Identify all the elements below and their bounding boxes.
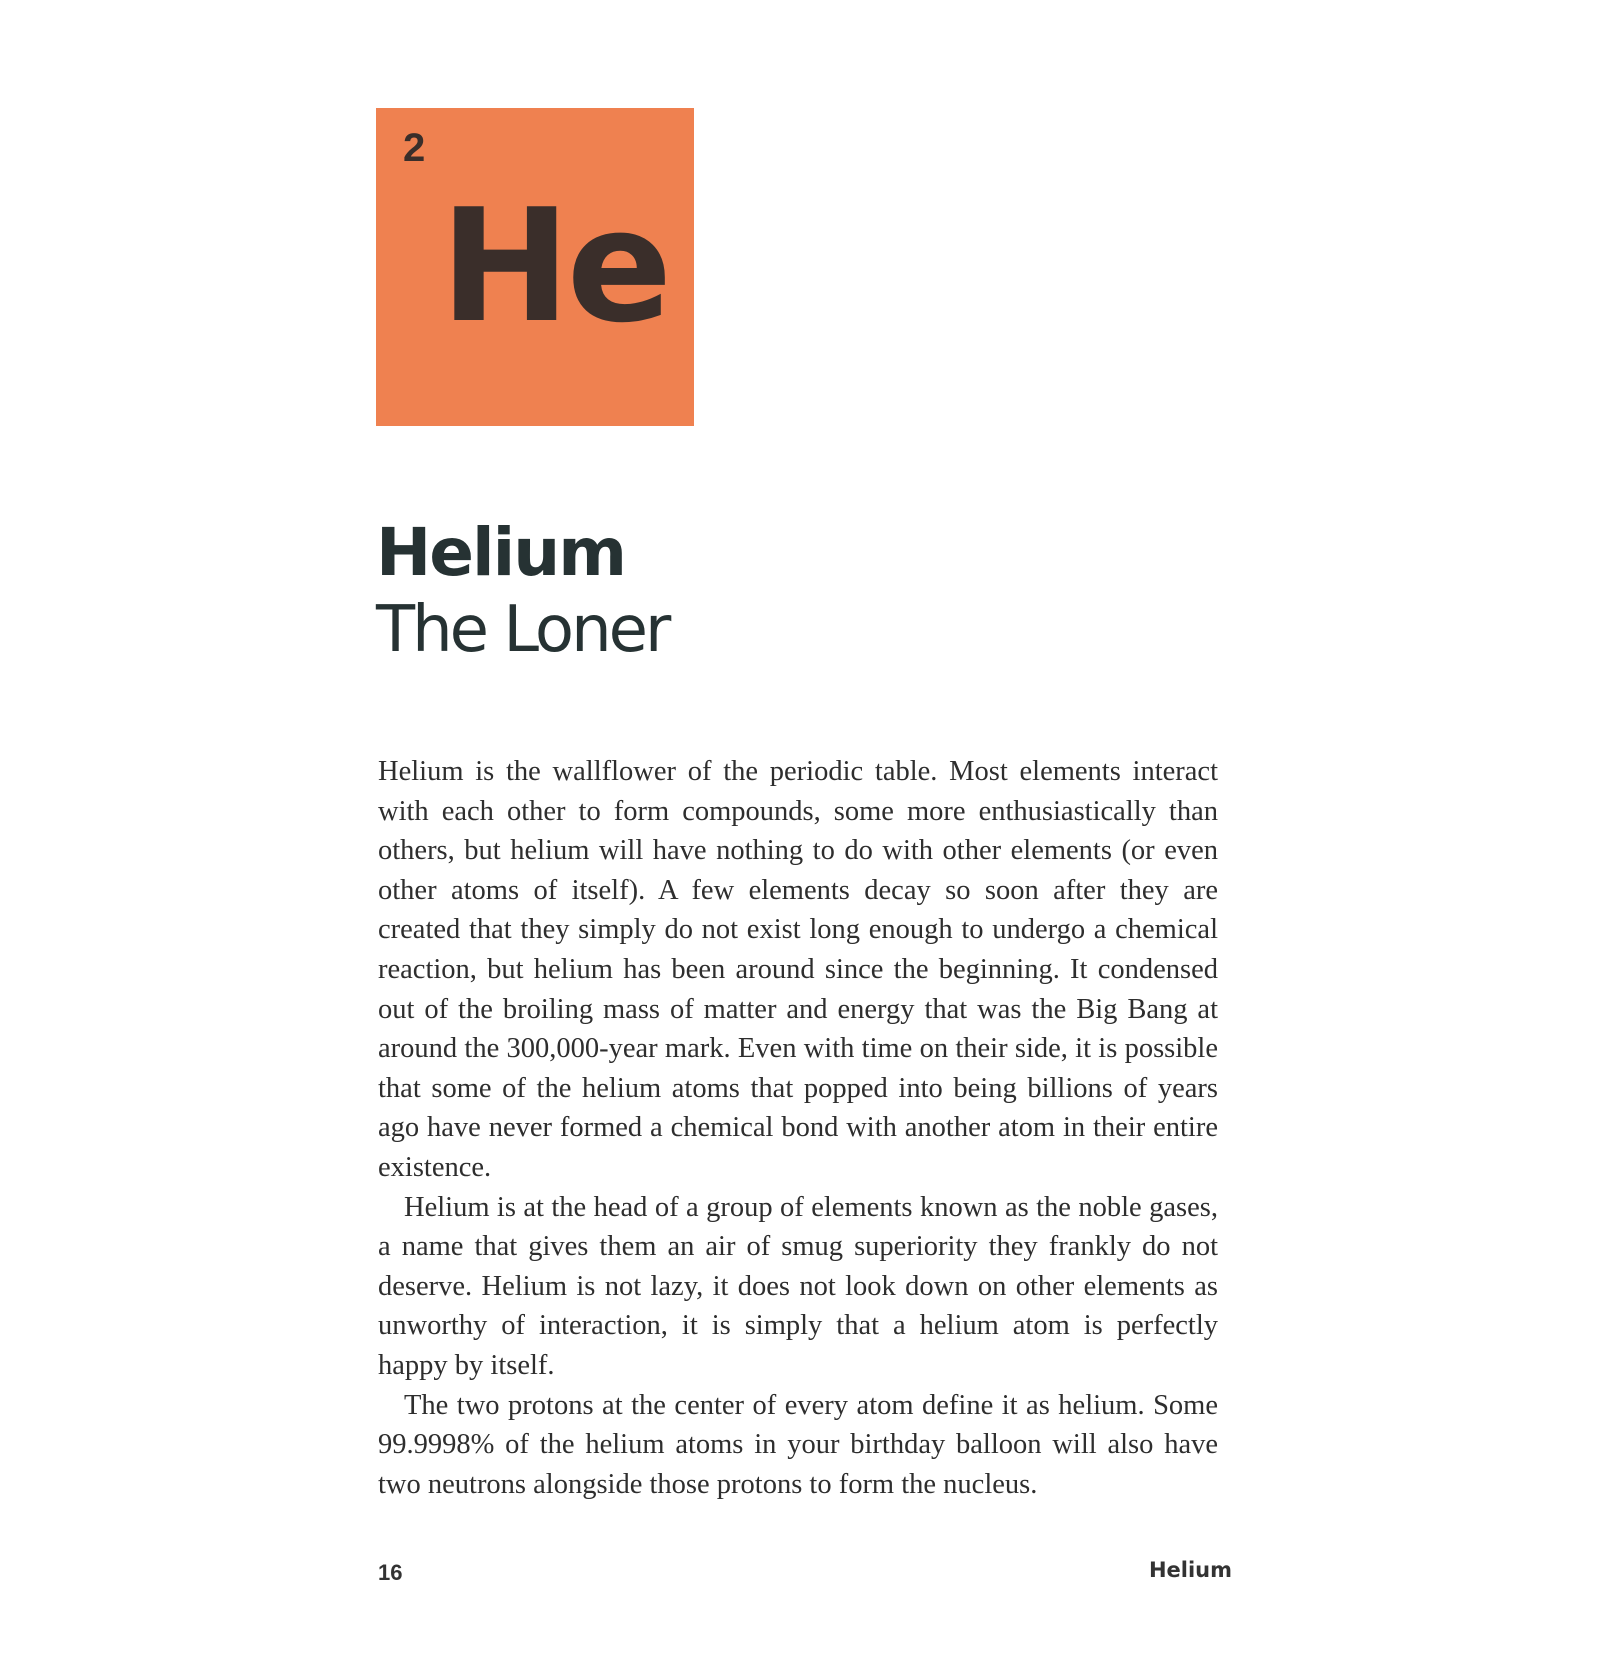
atomic-number: 2 [403, 126, 426, 170]
body-paragraph: Helium is at the head of a group of elements known as the noble gases, a name that gives them an air of smug superiority they frankly do not deserve. Helium is not lazy, it does not look down on other elements as unworthy of interaction, it is simply that a helium atom is perfectly happy by itself. [378, 1191, 1218, 1381]
body-text [378, 752, 1218, 1504]
body-paragraph: Helium is the wallflower of the periodic table. Most elements interact with each other to form compounds, some more enthusiastically than others, but helium will have nothing to do with other elements (or even other atoms of itself). A few elements decay so soon after they are created that they simply do not exist long enough to undergo a chemical reaction, but helium has been around since the beginning. It condensed out of the broiling mass of matter and energy that was the Big Bang at around the 300,000-year mark. Even with time on their side, it is possible that some of the helium atoms that popped into being billions of years ago have never formed a chemical bond with another atom in their entire existence. [378, 756, 1218, 1183]
page-number: 16 [378, 1560, 403, 1585]
title-block [376, 514, 669, 667]
element-symbol: He [440, 175, 669, 357]
running-head: Helium [1148, 1558, 1232, 1582]
body-paragraph: The two protons at the center of every atom define it as helium. Some 99.9998% of the helium atoms in your birthday balloon will also have two neutrons alongside those protons to form the nucleus. [378, 1389, 1218, 1500]
element-tile [376, 108, 694, 426]
element-subtitle: The Loner [376, 593, 669, 667]
element-name-heading: Helium [376, 514, 626, 591]
